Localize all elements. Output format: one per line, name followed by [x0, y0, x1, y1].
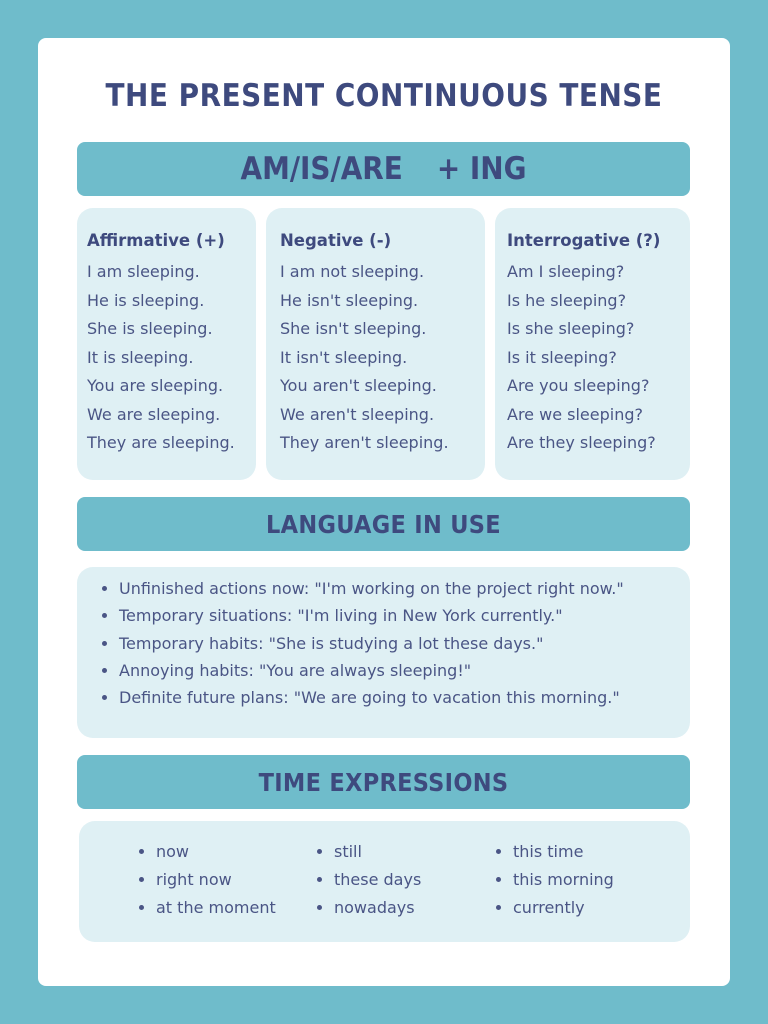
list-item: He isn't sleeping.: [280, 290, 419, 310]
language-in-use-panel: [77, 567, 690, 738]
list-item: • Definite future plans: "We are going to vacation this morning.": [119, 684, 690, 711]
list-item: We are sleeping.: [87, 404, 221, 424]
list-item: • nowadays: [334, 894, 421, 922]
affirmative-panel: [77, 208, 256, 480]
negative-heading: Negative (-): [280, 231, 392, 250]
list-item: • Temporary habits: "She is studying a lot these days.": [119, 630, 690, 657]
list-item: • still: [334, 838, 421, 866]
list-item: Is she sleeping?: [507, 319, 635, 338]
list-item: Are they sleeping?: [507, 433, 656, 452]
list-item: • at the moment: [156, 894, 276, 922]
list-item: I am sleeping.: [87, 262, 200, 281]
list-item: You are sleeping.: [87, 376, 224, 395]
time-expressions-column-3: [496, 838, 614, 922]
list-item: Is he sleeping?: [507, 290, 627, 310]
time-expressions-column-2: [317, 838, 421, 922]
list-item: • right now: [156, 866, 276, 894]
list-item: • Temporary situations: "I'm living in New York currently.": [119, 602, 690, 629]
list-item: He is sleeping.: [87, 290, 205, 310]
list-item: • Annoying habits: "You are always sleeping!": [119, 657, 690, 684]
interrogative-list: [507, 258, 680, 458]
list-item: It is sleeping.: [87, 347, 194, 367]
list-item: It isn't sleeping.: [280, 347, 408, 367]
language-in-use-heading: LANGUAGE IN USE: [266, 509, 501, 539]
list-item: She is sleeping.: [87, 319, 213, 338]
list-item: You aren't sleeping.: [280, 376, 437, 395]
time-expressions-heading: TIME EXPRESSIONS: [258, 767, 509, 797]
list-item: Am I sleeping?: [507, 262, 625, 281]
list-item: They are sleeping.: [87, 433, 235, 452]
interrogative-heading: Interrogative (?): [507, 231, 661, 250]
language-in-use-banner: [77, 497, 690, 551]
list-item: • this morning: [513, 866, 614, 894]
list-item: Are we sleeping?: [507, 404, 643, 424]
negative-list: [280, 258, 475, 458]
list-item: Are you sleeping?: [507, 376, 650, 395]
affirmative-list: [87, 258, 246, 458]
formula-banner: [77, 142, 690, 196]
formula-verbs: AM/IS/ARE: [240, 151, 403, 187]
time-expressions-column-1: [139, 838, 276, 922]
list-item: • this time: [513, 838, 614, 866]
list-item: We aren't sleeping.: [280, 404, 435, 424]
time-expressions-banner: [77, 755, 690, 809]
list-item: I am not sleeping.: [280, 262, 425, 281]
language-in-use-list: [77, 567, 690, 711]
list-item: Is it sleeping?: [507, 347, 617, 367]
list-item: • currently: [513, 894, 614, 922]
page-title: THE PRESENT CONTINUOUS TENSE: [105, 78, 663, 114]
negative-panel: [266, 208, 485, 480]
interrogative-panel: [495, 208, 690, 480]
list-item: She isn't sleeping.: [280, 319, 427, 338]
list-item: • Unfinished actions now: "I'm working on the project right now.": [119, 575, 690, 602]
affirmative-heading: Affirmative (+): [87, 231, 225, 250]
formula-suffix: + ING: [436, 151, 527, 187]
list-item: • now: [156, 838, 276, 866]
list-item: • these days: [334, 866, 421, 894]
list-item: They aren't sleeping.: [280, 433, 449, 452]
